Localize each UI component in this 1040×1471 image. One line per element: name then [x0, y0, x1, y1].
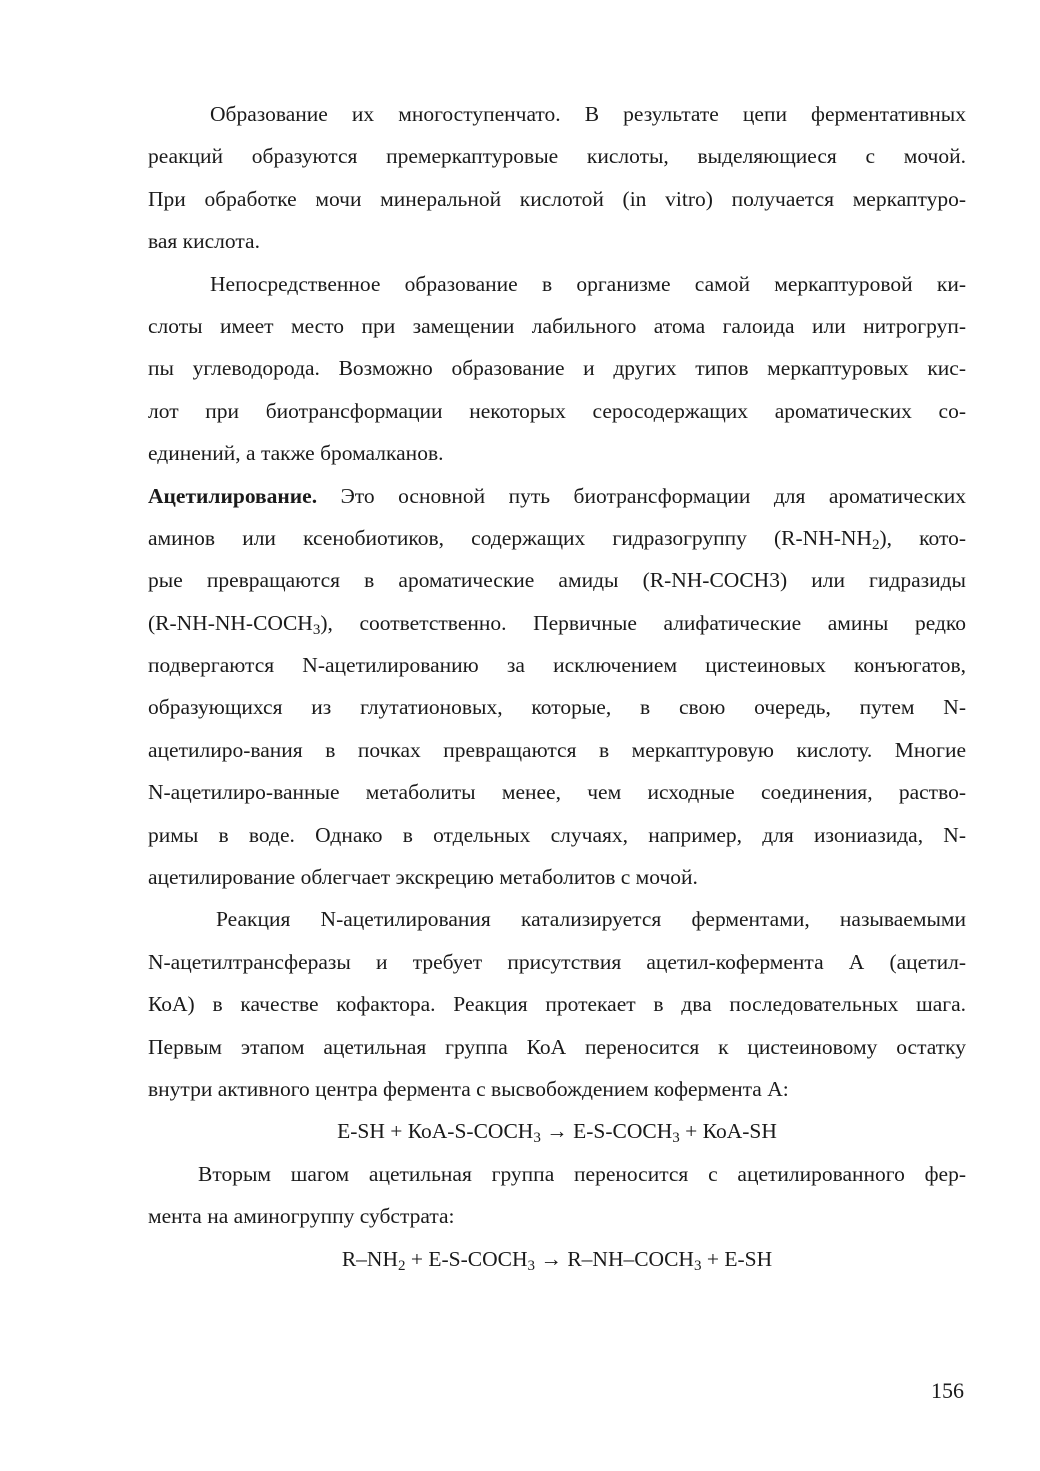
text-line: образующихся из глутатионовых, которые, в свою очередь, путем N- — [148, 695, 966, 720]
text-line: Образование их многоступенчато. В результате цепи ферментативных — [210, 102, 966, 126]
text-line: Реакция N-ацетилирования катализируется ферментами, называемыми — [216, 907, 966, 932]
equation-2: $R-NH_2$ + $E-S-COCH_3$ → $R-NH-COCH_3 + E-SH$ — [341, 1246, 773, 1274]
document-page — [148, 93, 966, 1280]
equation-1: E-SH + КоА-$S-COCH_3$ → $E-S-COCH_3 + КоА-SH$ — [337, 1119, 777, 1147]
text-line: аминов или ксенобиотиков, содержащих гидразогруппу $(R-NH-NH_2)$, кото- — [148, 525, 966, 553]
paragraph-5 — [148, 1153, 966, 1238]
text-line: реакций образуются премеркаптуровые кислоты, выделяющиеся с мочой. — [148, 144, 966, 169]
text-line: лот при биотрансформации некоторых серосодержащих ароматических со- — [148, 398, 966, 423]
paragraph-2 — [148, 263, 966, 475]
section-heading: Ацетилирование. — [148, 483, 318, 508]
text-line: подвергаются N-ацетилированию за исключением цистеиновых конъюгатов, — [148, 653, 966, 678]
paragraph-1 — [148, 93, 966, 263]
text-line: рые превращаются в ароматические амиды (R-NH-COCH3) или гидразиды — [148, 568, 966, 593]
paragraph-acetylation — [148, 475, 966, 899]
text-line: слоты имеет место при замещении лабильного атома галоида или нитрогруп- — [148, 313, 966, 338]
text-line: ацетилиро-вания в почках превращаются в меркаптуровую кислоту. Многие — [148, 737, 966, 762]
text-line: ацетилирование облегчает экскрецию метаболитов с мочой. — [148, 865, 698, 890]
paragraph-4 — [148, 898, 966, 1110]
text-line: Вторым шагом ацетильная группа переносится с ацетилированного фер- — [198, 1161, 966, 1186]
text-line: Первым этапом ацетильная группа КоА переносится к цистеиновому остатку — [148, 1034, 966, 1059]
text-line: римы в воде. Однако в отдельных случаях, например, для изониазида, N- — [148, 822, 966, 847]
text-line: N-ацетилиро-ванные метаболиты менее, чем исходные соединения, раство- — [148, 780, 966, 805]
text-line: Непосредственное образование в организме самой меркаптуровой ки- — [210, 271, 966, 296]
text-line: вая кислота. — [148, 229, 260, 254]
text-line: мента на аминогруппу субстрата: — [148, 1204, 455, 1229]
text-line: Ацетилирование. Это основной путь биотрансформации для ароматических — [148, 483, 966, 508]
text-line: N-ацетилтрансферазы и требует присутствия ацетил-кофермента А (ацетил- — [148, 949, 966, 974]
text-line: При обработке мочи минеральной кислотой (in vitro) получается меркаптуро- — [148, 186, 966, 211]
text-line: пы углеводорода. Возможно образование и других типов меркаптуровых кис- — [148, 356, 966, 381]
text-line: $(R-NH-NH-COCH_3)$, соответственно. Первичные алифатические амины редко — [148, 610, 966, 638]
text-line: КоА) в качестве кофактора. Реакция протекает в два последовательных шага. — [148, 992, 966, 1017]
text-line: внутри активного центра фермента с высвобождением кофермента А: — [148, 1076, 789, 1101]
text-line: единений, а также бромалканов. — [148, 441, 444, 466]
page-number: 156 — [931, 1378, 964, 1403]
